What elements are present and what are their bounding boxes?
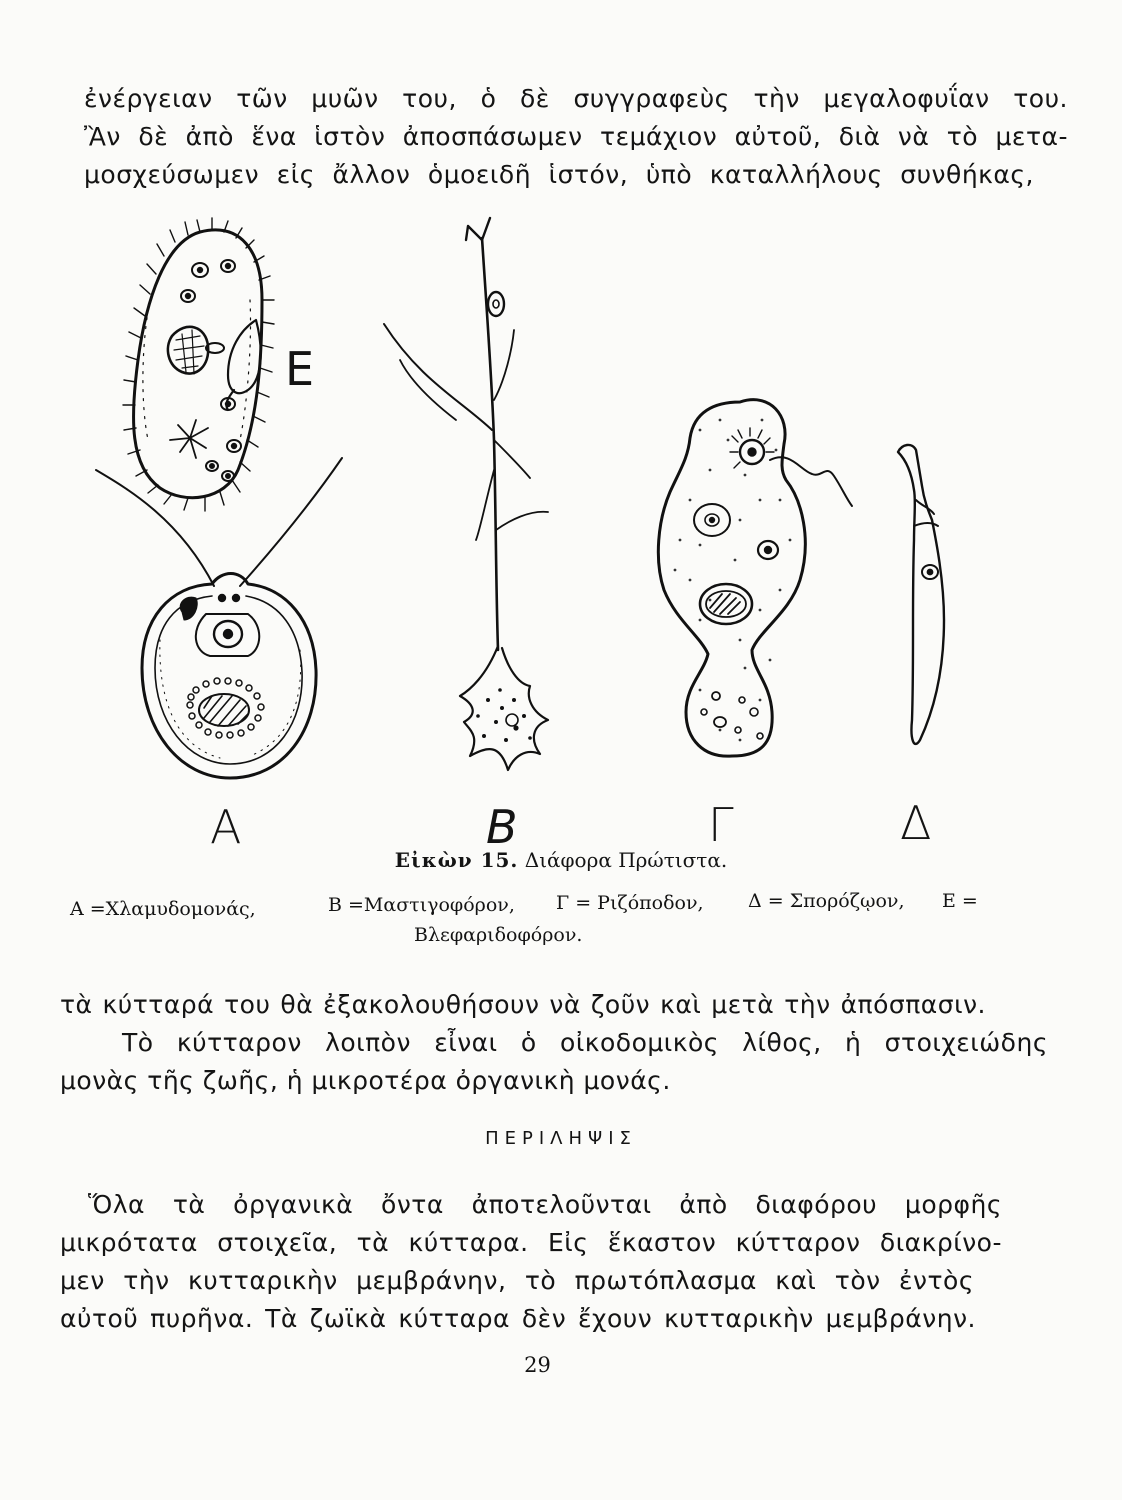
text-line: Ὅλα τὰ ὀργανικὰ ὄντα ἀποτελοῦνται ἀπὸ διαφόρου μορφῆς: [88, 1190, 1002, 1219]
text-line: μονὰς τῆς ζωῆς, ἡ μικροτέρα ὀργανικὴ μονάς.: [60, 1066, 671, 1095]
legend-g: Γ = Ριζόποδον,: [556, 892, 704, 914]
legend-b: Β =Μαστιγοφόρον,: [328, 894, 515, 916]
figure-caption: [0, 848, 1122, 872]
legend-e: Ε =: [942, 890, 978, 912]
text-line: μικρότατα στοιχεῖα, τὰ κύτταρα. Εἰς ἕκαστον κύτταρον διακρίνο-: [60, 1228, 1002, 1257]
middle-paragraph: [60, 986, 1070, 1100]
text-line: αὐτοῦ πυρῆνα. Τὰ ζωϊκὰ κύτταρα δὲν ἔχουν κυτταρικὴν μεμβράνην.: [60, 1304, 976, 1333]
summary-paragraph: [60, 1186, 1070, 1338]
text-line: μεν τὴν κυτταρικὴν μεμβράνην, τὸ πρωτόπλασμα καὶ τὸν ἐντὸς: [60, 1266, 974, 1295]
mastigophoron-drawing: [384, 218, 548, 770]
legend-e-continued: Βλεφαριδοφόρον.: [414, 924, 583, 946]
figure-letter-g: Γ: [708, 798, 734, 852]
figure-letter-e: Ε: [285, 342, 315, 396]
page-number: 29: [524, 1353, 551, 1377]
text-line: μοσχεύσωμεν εἰς ἄλλον ὁμοειδῆ ἱστόν, ὑπὸ καταλλήλους συνθήκας,: [84, 160, 1034, 189]
caption-title: Διάφορα Πρώτιστα.: [524, 848, 728, 872]
rhizopod-drawing: [658, 400, 852, 756]
summary-heading: ΠΕΡΙΛΗΨΙΣ: [485, 1128, 637, 1149]
text-line: Τὸ κύτταρον λοιπὸν εἶναι ὁ οἰκοδομικὸς λίθος, ἡ στοιχειώδης: [122, 1028, 1048, 1057]
sporozoon-drawing: [898, 445, 944, 744]
ciliate-drawing: [123, 218, 274, 511]
figure-letter-d: Δ: [900, 796, 932, 850]
figure-letter-b: Β: [486, 800, 518, 854]
legend-d: Δ = Σπορόζῳον,: [748, 890, 905, 912]
caption-label: Εἰκὼν 15.: [394, 848, 519, 872]
figure-letter-a: Α: [210, 800, 242, 854]
legend-a: Α =Χλαμυδομονάς,: [70, 898, 256, 920]
chlamydomonas-drawing: [96, 458, 342, 778]
text-line: Ἂν δὲ ἀπὸ ἕνα ἱστὸν ἀποσπάσωμεν τεμάχιον αὐτοῦ, διὰ νὰ τὸ μετα-: [84, 122, 1068, 151]
text-line: ἐνέργειαν τῶν μυῶν του, ὁ δὲ συγγραφεὺς τὴν μεγαλοφυΐαν του.: [84, 84, 1068, 113]
text-line: τὰ κύτταρά του θὰ ἐξακολουθήσουν νὰ ζοῦν καὶ μετὰ τὴν ἀπόσπασιν.: [60, 990, 986, 1019]
